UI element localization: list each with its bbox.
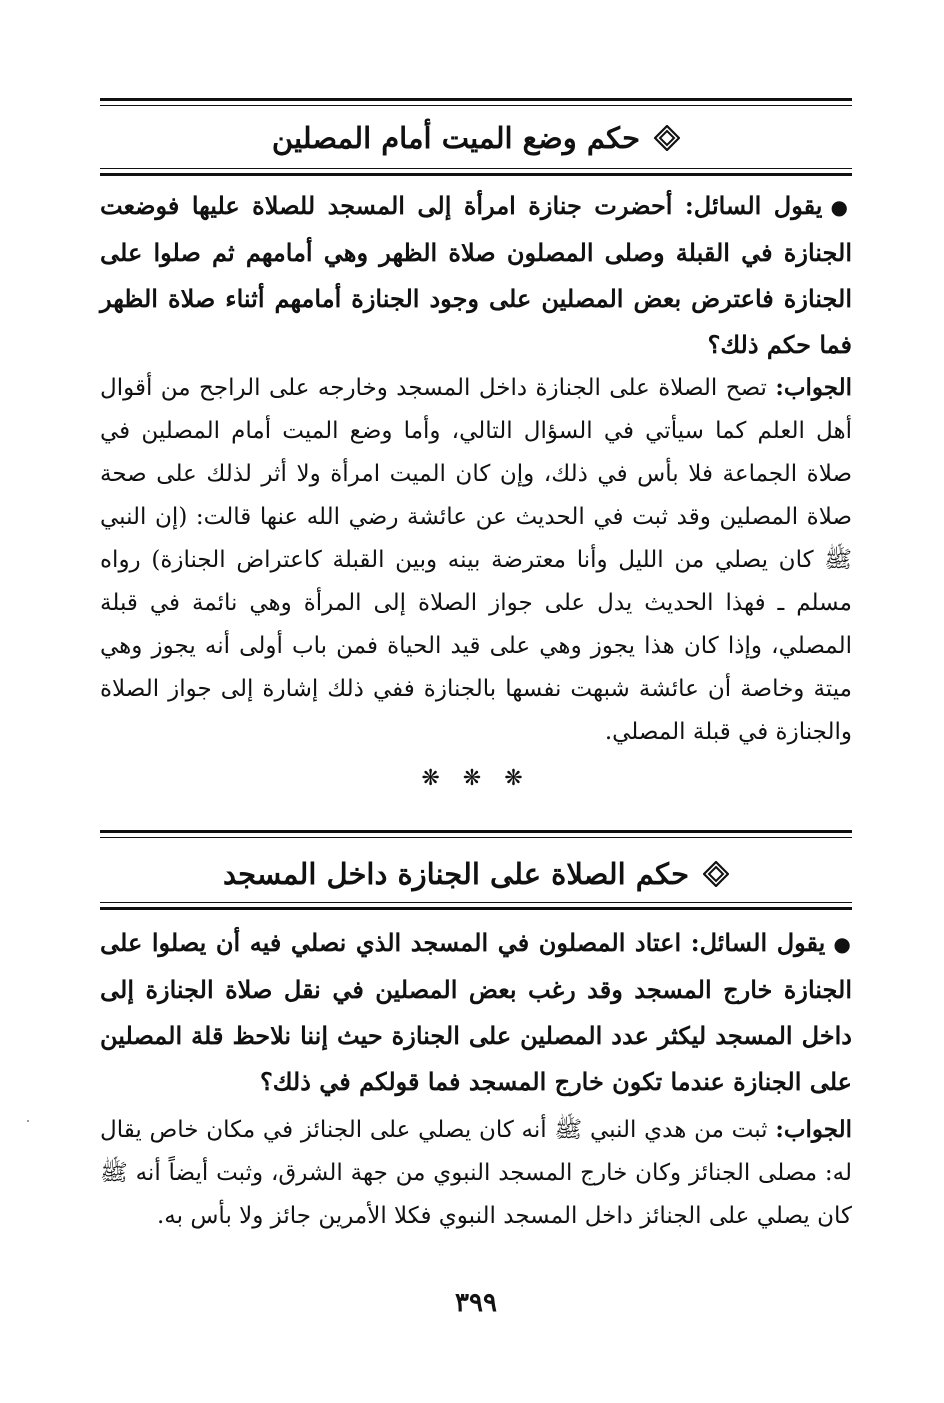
section2-answer — [100, 1108, 852, 1238]
section1-answer-label: الجواب: — [775, 374, 853, 401]
section1-answer-text: تصح الصلاة على الجنازة داخل المسجد وخارجه على الراجح من أقوال أهل العلم كما سيأتي في السؤال التالي، وأما وضع الميت أمام المصلين في صلاة الجماعة فلا بأس في ذلك، وإن كان الميت امرأة ولا أثر لذلك على صحة صلاة المصلين وقد ثبت في الحديث عن عائشة رضي الله عنها قالت: (إن النبي ﷺ كان يصلي من الليل وأنا معترضة بينه وبين القبلة كاعتراض الجنازة) رواه مسلم ـ فهذا الحديث يدل على جواز الصلاة إلى المرأة وهي نائمة في قبلة المصلي، وإذا كان هذا يجوز وهي على قيد الحياة فمن باب أولى أنه يجوز وهي ميتة وخاصة أن عائشة شبهت نفسها بالجنازة ففي ذلك إشارة إلى جواز الصلاة والجنازة في قبلة المصلي. — [100, 375, 852, 745]
section1-question-text: أحضرت جنازة امرأة إلى المسجد للصلاة عليها فوضعت الجنازة في القبلة وصلى المصلون صلاة الظهر وهي أمامهم ثم صلوا على الجنازة فاعترض بعض المصلين على وجود الجنازة أمامهم أثناء صلاة الظهر فما حكم ذلك؟ — [100, 191, 853, 359]
section1-bottom-rule — [100, 168, 852, 176]
section1-question-label: يقول السائل: — [684, 191, 823, 220]
section2-question-text: اعتاد المصلون في المسجد الذي نصلي فيه أن يصلوا على الجنازة خارج المسجد وقد رغب بعض المصلين في نقل صلاة الجنازة إلى داخل المسجد ليكثر عدد المصلين على الجنازة حيث إننا نلاحظ قلة المصلين على الجنازة عندما تكون خارج المسجد فما قولكم في ذلك؟ — [100, 928, 852, 1096]
diamond-icon — [703, 861, 729, 887]
section2-answer-text: ثبت من هدي النبي ﷺ أنه كان يصلي على الجنائز في مكان خاص يقال له: مصلى الجنائز وكان خارج المسجد النبوي من جهة الشرق، وثبت أيضاً أنه ﷺ كان يصلي على الجنائز داخل المسجد النبوي فكلا الأمرين جائز ولا بأس به. — [100, 1117, 852, 1229]
section1-heading — [100, 118, 852, 158]
bullet-icon: ● — [830, 195, 852, 219]
section1-title: حكم وضع الميت أمام المصلين — [271, 121, 641, 155]
section-separator: ❋ ❋ ❋ — [421, 766, 531, 791]
section1-question — [100, 183, 852, 368]
bullet-icon: ● — [833, 932, 853, 956]
section2-bottom-rule — [100, 902, 852, 910]
section2-top-rule — [100, 830, 852, 838]
section2-question-label: يقول السائل: — [690, 928, 826, 957]
diamond-icon — [654, 125, 680, 151]
page-number: ٣٩٩ — [455, 1288, 497, 1318]
section2-heading — [100, 854, 852, 894]
section1-answer — [100, 366, 852, 754]
scan-speck — [27, 1120, 29, 1122]
section1-top-rule — [100, 98, 852, 106]
section2-title: حكم الصلاة على الجنازة داخل المسجد — [222, 857, 690, 891]
section2-answer-label: الجواب: — [775, 1116, 852, 1143]
section2-question — [100, 920, 852, 1105]
